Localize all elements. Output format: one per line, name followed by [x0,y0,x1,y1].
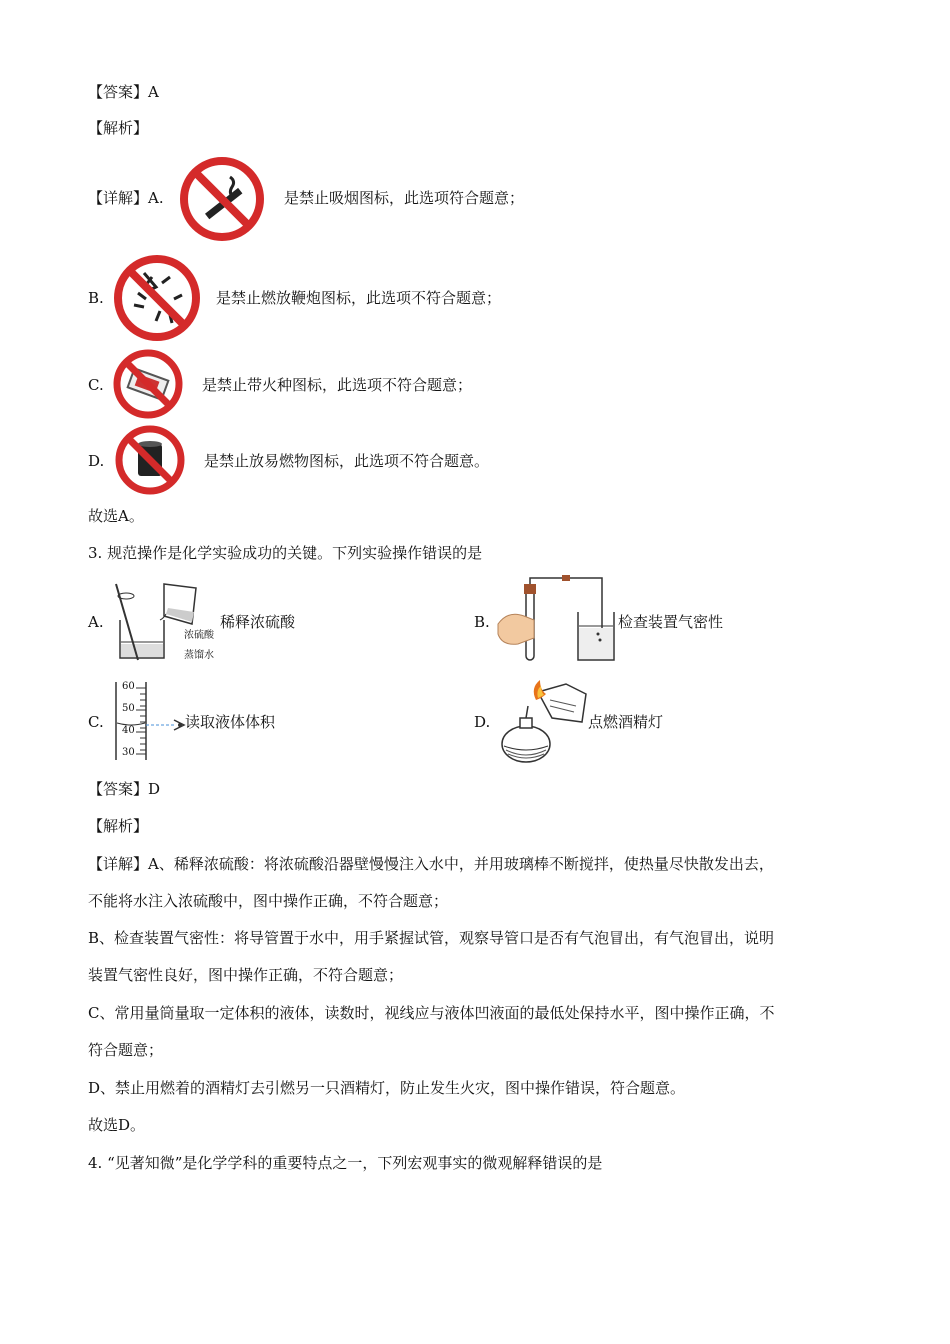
alcohol-lamp-diagram [498,676,590,766]
q3-opt-c-label: C. [88,713,104,731]
no-matches-icon [112,348,184,420]
q3-opt-b-text: 检查装置气密性 [618,613,724,631]
no-smoking-icon [178,155,266,243]
q2-answer: 【答案】A [88,83,159,101]
q2-conclusion: 故选A。 [88,507,144,525]
q3-opt-c-tick-50: 50 [122,703,135,714]
q2-analysis: 【解析】 [88,119,149,137]
q3-opt-a-sub2: 蒸馏水 [184,650,214,661]
no-flammables-icon [114,424,186,496]
q2-d-label: D. [88,452,105,470]
q3-analysis: 【解析】 [88,817,149,835]
q2-d-text: 是禁止放易燃物图标，此选项不符合题意。 [204,452,490,470]
q3-detail-line7: D、禁止用燃着的酒精灯去引燃另一只酒精灯，防止发生火灾，图中操作错误，符合题意。 [88,1079,686,1097]
q2-c-text: 是禁止带火种图标，此选项不符合题意； [202,376,473,394]
q2-a-text: 是禁止吸烟图标，此选项符合题意； [284,189,525,207]
q3-detail-line5: C、常用量筒量取一定体积的液体，读数时，视线应与液体凹液面的最低处保持水平，图中操作正确，不 [88,1004,775,1022]
q3-opt-c-tick-60: 60 [122,681,135,692]
q2-c-label: C. [88,376,104,394]
q3-opt-c-tick-30: 30 [122,747,135,758]
q3-question: 3. 规范操作是化学实验成功的关键。下列实验操作错误的是 [88,544,483,562]
q3-detail-line6: 符合题意； [88,1041,164,1059]
q3-detail-line2: 不能将水注入浓硫酸中，图中操作正确，不符合题意； [88,892,449,910]
q2-b-label: B. [88,289,104,307]
q3-detail-line4: 装置气密性良好，图中操作正确，不符合题意； [88,966,404,984]
no-firecrackers-icon [112,253,202,343]
q2-b-text: 是禁止燃放鞭炮图标，此选项不符合题意； [216,289,502,307]
q3-opt-d-text: 点燃酒精灯 [588,713,664,731]
q3-opt-c-text: 读取液体体积 [185,713,276,731]
q3-opt-a-text: 稀释浓硫酸 [220,613,296,631]
q3-detail-line1: 【详解】A、稀释浓硫酸：将浓硫酸沿器壁慢慢注入水中，并用玻璃棒不断搅拌，使热量尽快散发出去， [88,855,774,873]
q3-opt-d-label: D. [474,713,491,731]
q2-detail-prefix: 【详解】A. [88,189,164,207]
q4-question: 4. “见著知微”是化学学科的重要特点之一，下列宏观事实的微观解释错误的是 [88,1154,603,1172]
airtightness-diagram [496,574,616,666]
q3-answer: 【答案】D [88,780,161,798]
q3-conclusion: 故选D。 [88,1116,146,1134]
q3-opt-a-sub1: 浓硫酸 [184,630,214,641]
q3-opt-b-label: B. [474,613,490,631]
q3-detail-line3: B、检查装置气密性：将导管置于水中，用手紧握试管，观察导管口是否有气泡冒出，有气泡冒出，说明 [88,929,775,947]
q3-opt-a-label: A. [88,613,104,631]
q3-opt-c-tick-40: 40 [122,725,135,736]
